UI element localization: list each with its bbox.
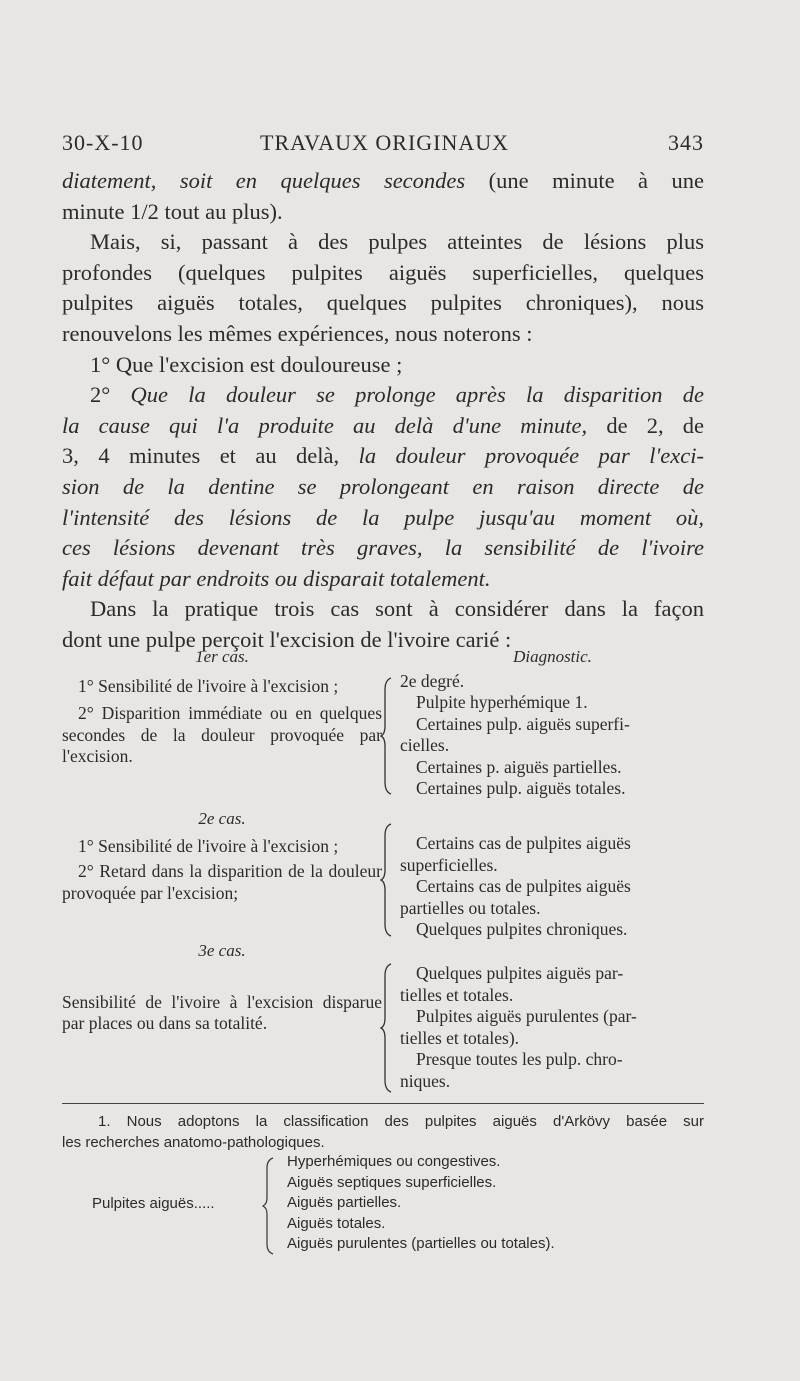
- header-date: 30-X-10: [62, 130, 144, 155]
- diagnostic-line: Certains cas de pulpites aiguës: [416, 876, 631, 896]
- case-3-point: Sensibilité de l'ivoire à l'excision disparue par places ou dans sa totalité.: [62, 991, 382, 1033]
- case-1-point-1: 1° Sensibilité de l'ivoire à l'excision ;: [78, 675, 339, 696]
- footnote-list-item: Aiguës partielles.: [287, 1194, 402, 1211]
- text-line: minute 1/2 tout au plus).: [62, 198, 283, 224]
- diagnostic-line: Presque toutes les pulp. chro-: [416, 1049, 623, 1069]
- text-italic: ces lésions devenant très graves, la sensibilité de l'ivoire: [62, 535, 704, 561]
- text-line: [62, 503, 704, 534]
- diagnostic-line: Pulpites aiguës purulentes (par-: [416, 1006, 637, 1026]
- case-3-block: [62, 940, 382, 1035]
- case-2-brace-icon: [380, 822, 394, 938]
- running-header: [62, 130, 704, 160]
- footnote-list-item: Hyperhémiques ou congestives.: [287, 1153, 501, 1170]
- diagnostic-line: Certains cas de pulpites aiguës: [416, 833, 631, 853]
- text-line: [62, 380, 704, 411]
- diagnostic-line: tielles et totales).: [400, 1027, 520, 1048]
- text-run: (une minute à une: [465, 168, 704, 193]
- footnote-divider: [62, 1103, 704, 1104]
- footnote-list-item: Aiguës totales.: [287, 1214, 386, 1232]
- footnote-list-item: Aiguës septiques superficielles.: [287, 1173, 497, 1191]
- case-2-point-1: 1° Sensibilité de l'ivoire à l'excision ;: [78, 835, 339, 856]
- diagnostic-title: Diagnostic.: [513, 647, 592, 666]
- case-2-diagnostic: [400, 833, 705, 941]
- footnote-list: [287, 1152, 555, 1255]
- text-line: [62, 533, 704, 564]
- diagnostic-line: superficielles.: [400, 854, 498, 875]
- case-3-brace-icon: [380, 962, 394, 1094]
- footnote: [62, 1112, 704, 1153]
- footnote-line: les recherches anatomo-pathologiques.: [62, 1133, 325, 1151]
- text-italic: fait défaut par endroits ou disparait totalement.: [62, 565, 491, 591]
- case-2-block: [62, 808, 382, 904]
- diagnostic-line: niques.: [400, 1070, 451, 1091]
- text-run: de 2, de: [587, 412, 704, 438]
- text-italic: sion de la dentine se prolongeant en raison directe de: [62, 473, 704, 499]
- text-run: 2°: [90, 382, 131, 408]
- diagnostic-line: Pulpite hyperhémique 1.: [416, 692, 588, 712]
- text-line: [62, 472, 704, 503]
- diagnostic-line: Certaines pulp. aiguës superfi-: [416, 713, 630, 734]
- footnote-list-item: Aiguës purulentes (partielles ou totales).: [287, 1235, 555, 1252]
- text-run: 3, 4 minutes et au delà,: [62, 443, 359, 469]
- text-line: 1° Que l'excision est douloureuse ;: [90, 351, 403, 377]
- footnote-brace-icon: [262, 1156, 276, 1256]
- diagnostic-line: Certaines p. aiguës partielles.: [416, 756, 622, 777]
- diagnostic-line: Certaines pulp. aiguës totales.: [416, 778, 626, 798]
- diagnostic-line: Quelques pulpites aiguës par-: [416, 963, 624, 983]
- text-line: [62, 441, 704, 472]
- header-title: TRAVAUX ORIGINAUX: [260, 130, 510, 155]
- text-line: [62, 411, 704, 442]
- footnote-label: Pulpites aiguës.....: [92, 1195, 215, 1212]
- case-2-point-2: 2° Retard dans la disparition de la douleur provoquée par l'excision;: [62, 861, 382, 903]
- case-1-diagnostic: [400, 646, 705, 800]
- case-3-title: 3e cas.: [198, 941, 246, 960]
- case-1-block: [62, 646, 382, 768]
- case-1-brace-icon: [380, 676, 394, 796]
- page-number: 343: [668, 130, 704, 155]
- text-line: [62, 564, 704, 595]
- text-line: dont une pulpe perçoit l'excision de l'ivoire carié :: [62, 626, 512, 652]
- diagnostic-line: 2e degré.: [400, 670, 465, 691]
- main-text: [62, 166, 704, 656]
- diagnostic-line: cielles.: [400, 735, 450, 755]
- text-italic: Que la douleur se prolonge après la disparition de: [130, 382, 704, 408]
- text-line: [62, 166, 704, 197]
- text-line: Dans la pratique trois cas sont à considérer dans la façon: [90, 596, 704, 622]
- footnote-line: 1. Nous adoptons la classification des pulpites aiguës d'Arkövy basée sur: [98, 1113, 704, 1130]
- text-italic: diatement, soit en quelques secondes: [62, 168, 466, 193]
- case-3-diagnostic: [400, 963, 705, 1092]
- text-italic: la douleur provoquée par l'exci-: [358, 443, 704, 469]
- text-italic: la cause qui l'a produite au delà d'une minute,: [62, 412, 588, 438]
- text-line: renouvelons les mêmes expériences, nous noterons :: [62, 320, 533, 346]
- case-1-point-2: 2° Disparition immédiate ou en quelques secondes de la douleur provoquée par l'excision.: [62, 703, 382, 766]
- case-1-title: 1er cas.: [195, 647, 249, 666]
- text-italic: l'intensité des lésions de la pulpe jusqu'au moment où,: [62, 504, 704, 530]
- diagnostic-line: Quelques pulpites chroniques.: [416, 919, 628, 939]
- text-line: profondes (quelques pulpites aiguës superficielles, quelques: [62, 259, 704, 285]
- diagnostic-line: tielles et totales.: [400, 984, 514, 1005]
- text-line: pulpites aiguës totales, quelques pulpites chroniques), nous: [62, 290, 704, 316]
- case-2-title: 2e cas.: [198, 809, 246, 828]
- text-line: Mais, si, passant à des pulpes atteintes de lésions plus: [90, 229, 704, 255]
- diagnostic-line: partielles ou totales.: [400, 897, 541, 918]
